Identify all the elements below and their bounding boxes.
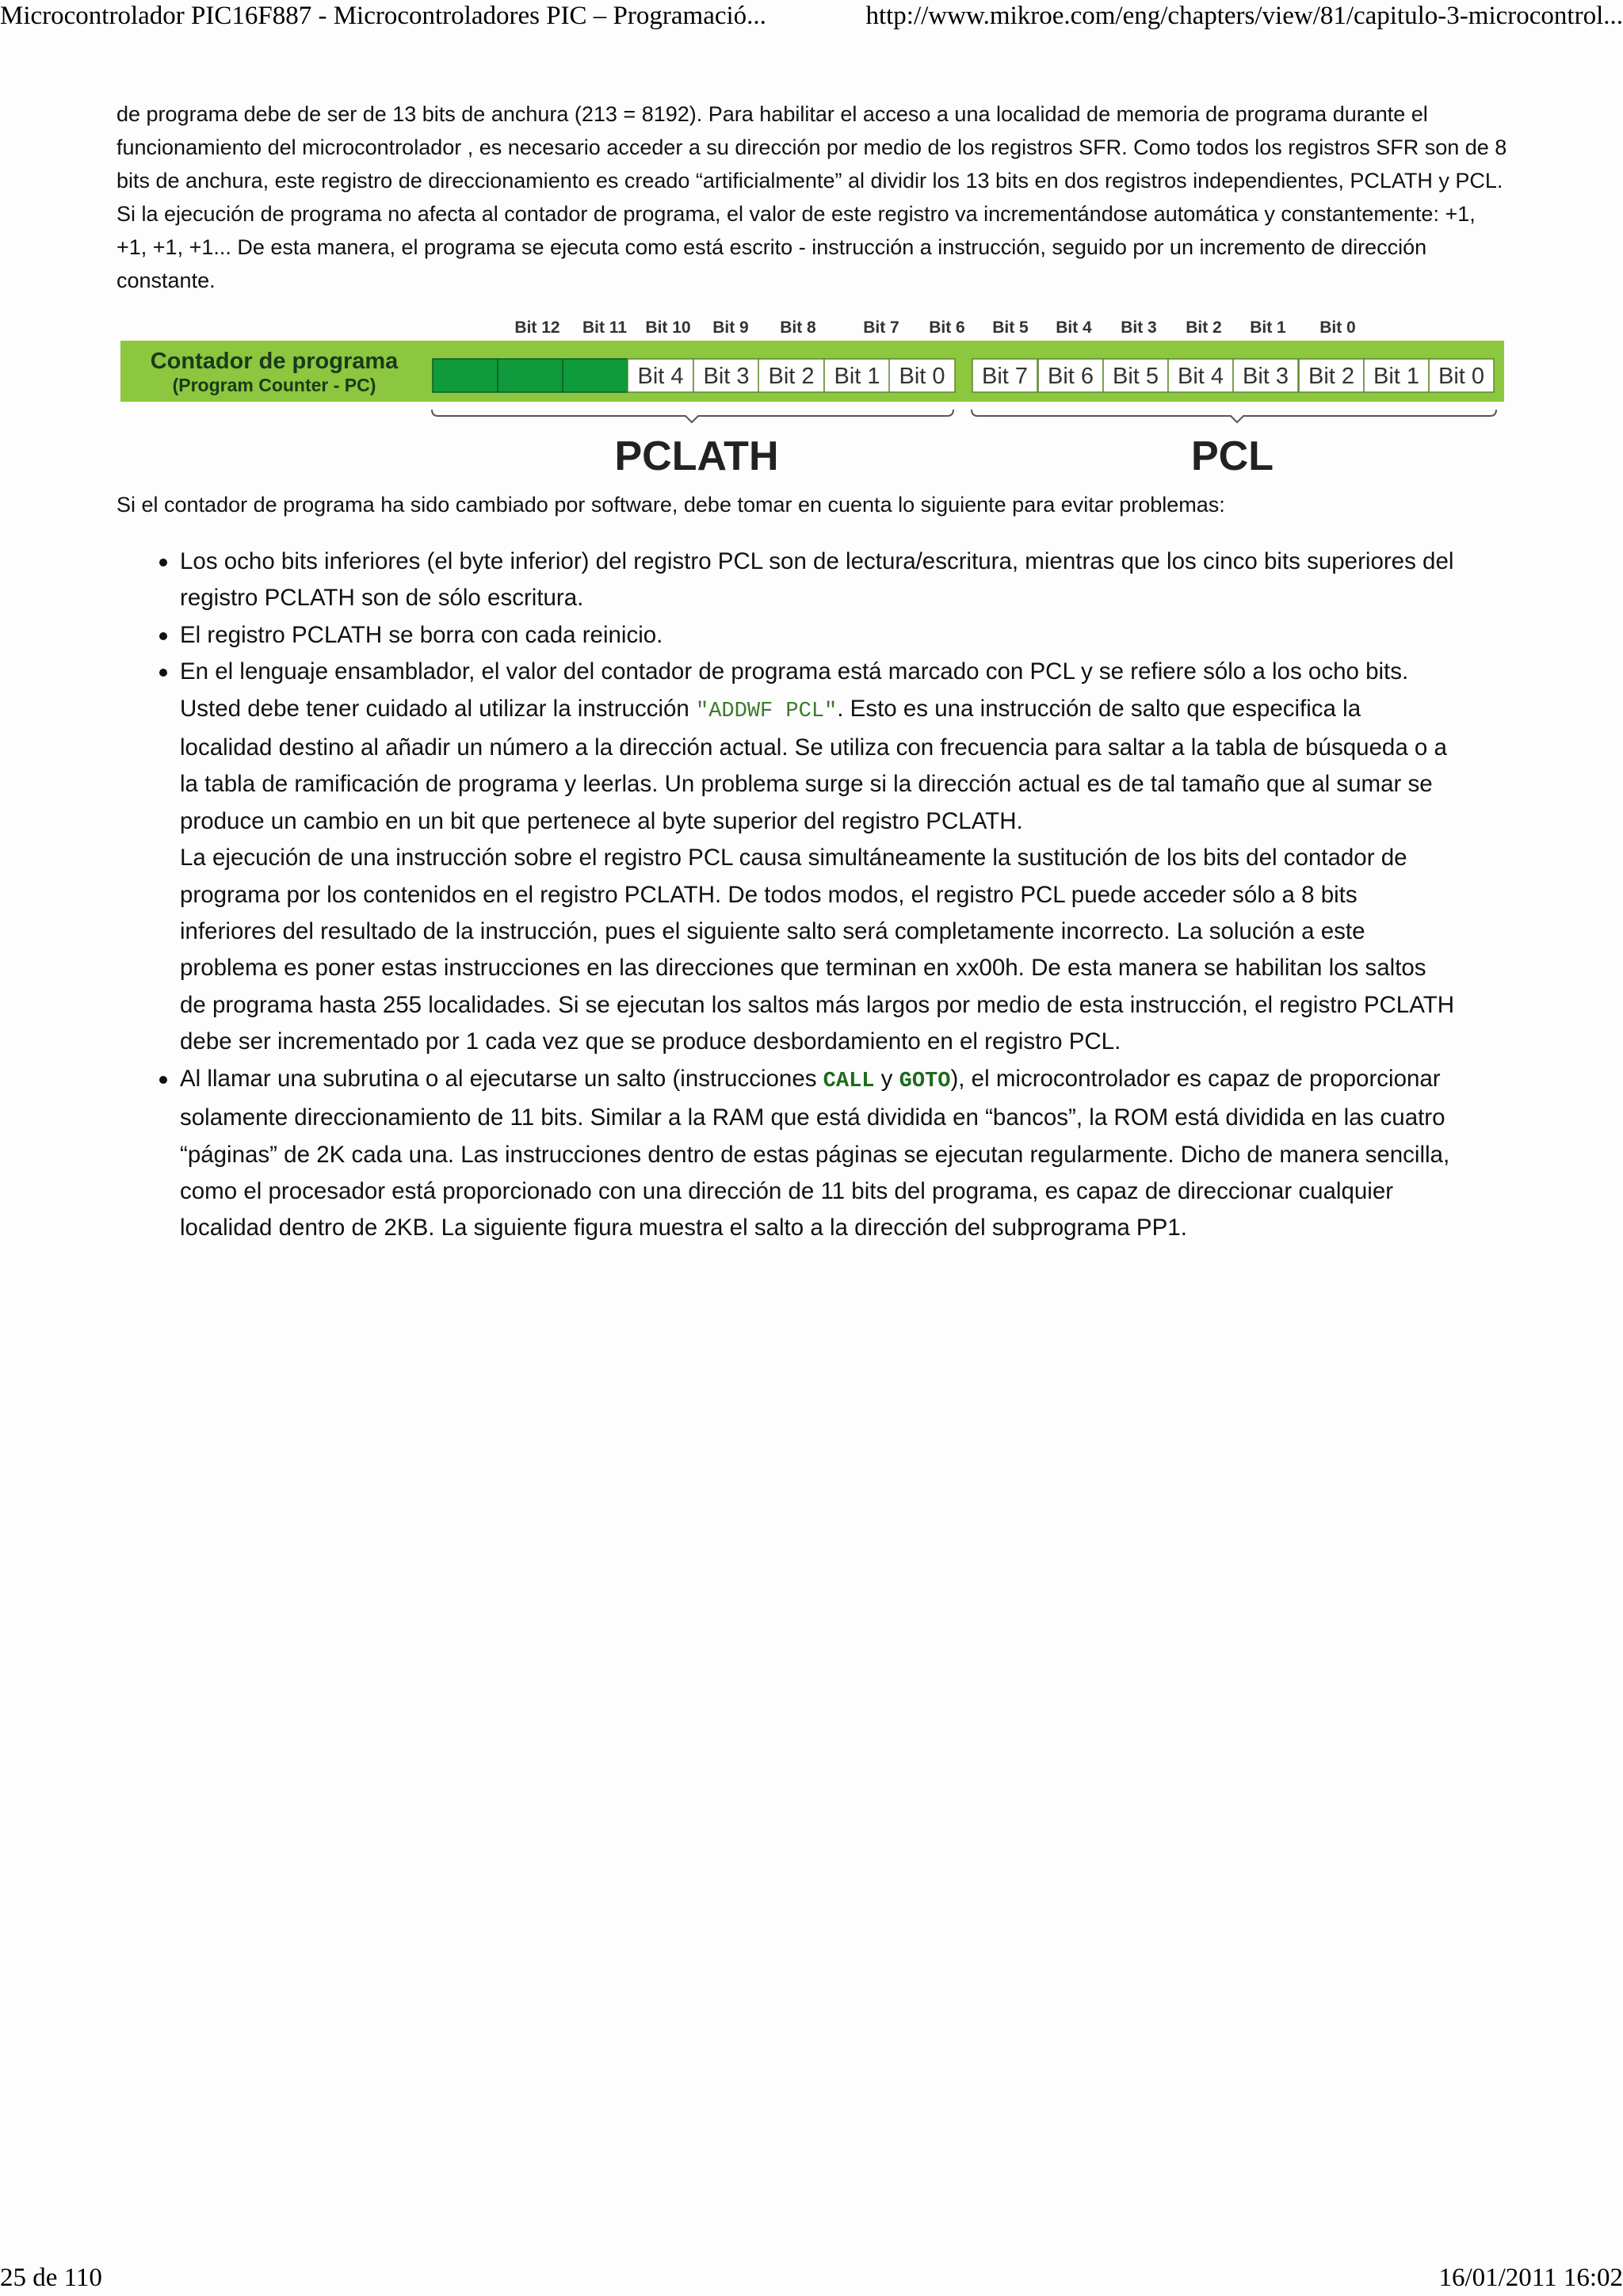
unused-bit-cell (563, 359, 628, 392)
bit-position-label: Bit 8 (780, 318, 816, 337)
bullet-text: Al llamar una subrutina o al ejecutarse un salto (instrucciones (180, 1065, 823, 1092)
inline-code-call: CALL (823, 1069, 875, 1093)
bullet-icon (159, 669, 167, 677)
bit-position-label: Bit 2 (1186, 318, 1222, 337)
bit-position-label: Bit 1 (1250, 318, 1286, 337)
pcl-bit-label: Bit 0 (1438, 364, 1485, 389)
pcl-bit-label: Bit 6 (1047, 364, 1094, 389)
bullet-text: y (874, 1065, 899, 1092)
pcl-bit-label: Bit 2 (1308, 364, 1355, 389)
bit-position-label: Bit 9 (712, 318, 749, 337)
bit-position-label: Bit 10 (645, 318, 691, 337)
pcl-brace (972, 410, 1496, 422)
list-item (116, 1061, 1456, 1247)
lead-sentence: Si el contador de programa ha sido cambiado por software, debe tomar en cuenta lo siguiente para evitar problemas: (116, 493, 1225, 517)
bullet-text: La ejecución de una instrucción sobre el registro PCL causa simultáneamente la sustitución de los bits del contador de programa por los contenidos en el registro PCLATH. De todos modos, el registro PCL puede acceder sólo a 8 bits inferiores del resultado de la instrucción, pues el siguiente salto será completamente incorrecto. La solución a este problema es poner estas instrucciones en las direcciones que terminan en xx00h. De esta manera se habilitan los saltos de programa hasta 255 localidades. Si se ejecutan los saltos más largos por medio de esta instrucción, el registro PCLATH debe ser incrementado por 1 cada vez que se produce desbordamiento en el registro PCL. (180, 845, 1455, 1055)
inline-code-goto: GOTO (899, 1069, 951, 1093)
pclath-bit-label: Bit 2 (768, 364, 815, 389)
bit-position-label: Bit 12 (514, 318, 560, 337)
bit-position-label: Bit 11 (582, 318, 628, 337)
pcl-bit-label: Bit 3 (1242, 364, 1289, 389)
pclath-brace (432, 410, 953, 422)
bullet-icon (159, 559, 167, 566)
bullet-text: Los ocho bits inferiores (el byte inferior) del registro PCL son de lectura/escritura, mientras que los cinco bits superiores del registro PCLATH son de sólo escritura. (180, 548, 1454, 612)
page-url: http://www.mikroe.com/eng/chapters/view/81/capitulo-3-microcontrol... (865, 2, 1623, 30)
page-number: 25 de 110 (0, 2264, 102, 2292)
intro-paragraph: de programa debe de ser de 13 bits de anchura (213 = 8192). Para habilitar el acceso a una localidad de memoria de programa durante el funcionamiento del microcontrolador , es necesario acceder a su dirección por medio de los registros SFR. Como todos los registros SFR son de 8 bits de anchura, este registro de direccionamiento es creado “artificialmente” al dividir los 13 bits en dos registros independientes, PCLATH y PCL. Si la ejecución de programa no afecta al contador de programa, el valor de este registro va incrementándose automática y constantemente: +1, +1, +1, +1... De esta manera, el programa se ejecuta como está escrito - instrucción a instrucción, seguido por un incremento de dirección constante. (116, 102, 1507, 292)
list-item (116, 654, 1456, 1060)
print-datetime: 16/01/2011 16:02 (1438, 2264, 1623, 2292)
list-item (116, 617, 1456, 654)
pclath-bit-label: Bit 3 (703, 364, 750, 389)
bit-position-label: Bit 3 (1121, 318, 1157, 337)
inline-code-addwf: "ADDWF PCL" (696, 699, 838, 723)
bullet-text: El registro PCLATH se borra con cada reinicio. (180, 621, 663, 648)
program-counter-sublabel: (Program Counter - PC) (172, 375, 376, 395)
pcl-bit-label: Bit 1 (1373, 364, 1420, 389)
bit-position-label: Bit 7 (863, 318, 899, 337)
pclath-bit-label: Bit 1 (834, 364, 880, 389)
pcl-bit-label: Bit 7 (981, 364, 1029, 389)
unused-bit-cell (433, 359, 498, 392)
pclath-label: PCLATH (614, 433, 779, 479)
unused-bit-cell (498, 359, 563, 392)
pcl-bit-label: Bit 5 (1112, 364, 1159, 389)
bullet-icon (159, 1076, 167, 1084)
bit-position-label: Bit 4 (1056, 318, 1092, 337)
pcl-bit-label: Bit 4 (1177, 364, 1224, 389)
bullet-text: ), el microcontrolador es capaz de proporcionar solamente direccionamiento de 11 bits. Similar a la RAM que está dividida en “bancos”, la ROM está dividida en las cuatro “páginas” de 2K cada una. Las instrucciones dentro de estas páginas se ejecutan regularmente. Dicho de manera sencilla, como el procesador está proporcionado con una dirección de 11 bits del programa, es capaz de direccionar cualquier localidad dentro de 2KB. La siguiente figura muestra el salto a la dirección del subprograma PP1. (180, 1065, 1450, 1241)
bit-position-label: Bit 6 (929, 318, 965, 337)
pcl-label: PCL (1191, 433, 1274, 479)
list-item (116, 543, 1456, 617)
program-counter-label: Contador de programa (150, 349, 399, 374)
bullet-text: En el lenguaje ensamblador, el valor del contador de programa está marcado con PCL y se refiere sólo a los ocho bits. Usted debe tener cuidado al utilizar la instrucción (180, 658, 1409, 722)
notes-list (116, 543, 1456, 1247)
bullet-icon (159, 632, 167, 640)
bit-position-label: Bit 0 (1319, 318, 1356, 337)
bullet-text: . Esto es una instrucción de salto que especifica la localidad destino al añadir un número a la dirección actual. Se utiliza con frecuencia para saltar a la tabla de búsqueda o a la tabla de ramificación de programa y leerlas. Un problema surge si la dirección actual es de tal tamaño que al sumar se produce un cambio en un bit que pertenece al byte superior del registro PCLATH. (180, 695, 1447, 834)
browser-page-title: Microcontrolador PIC16F887 - Microcontroladores PIC – Programació... (0, 2, 766, 30)
pclath-bit-label: Bit 4 (637, 364, 684, 389)
bit-position-label: Bit 5 (992, 318, 1029, 337)
program-counter-diagram (119, 313, 1506, 483)
pclath-bit-label: Bit 0 (899, 364, 945, 389)
